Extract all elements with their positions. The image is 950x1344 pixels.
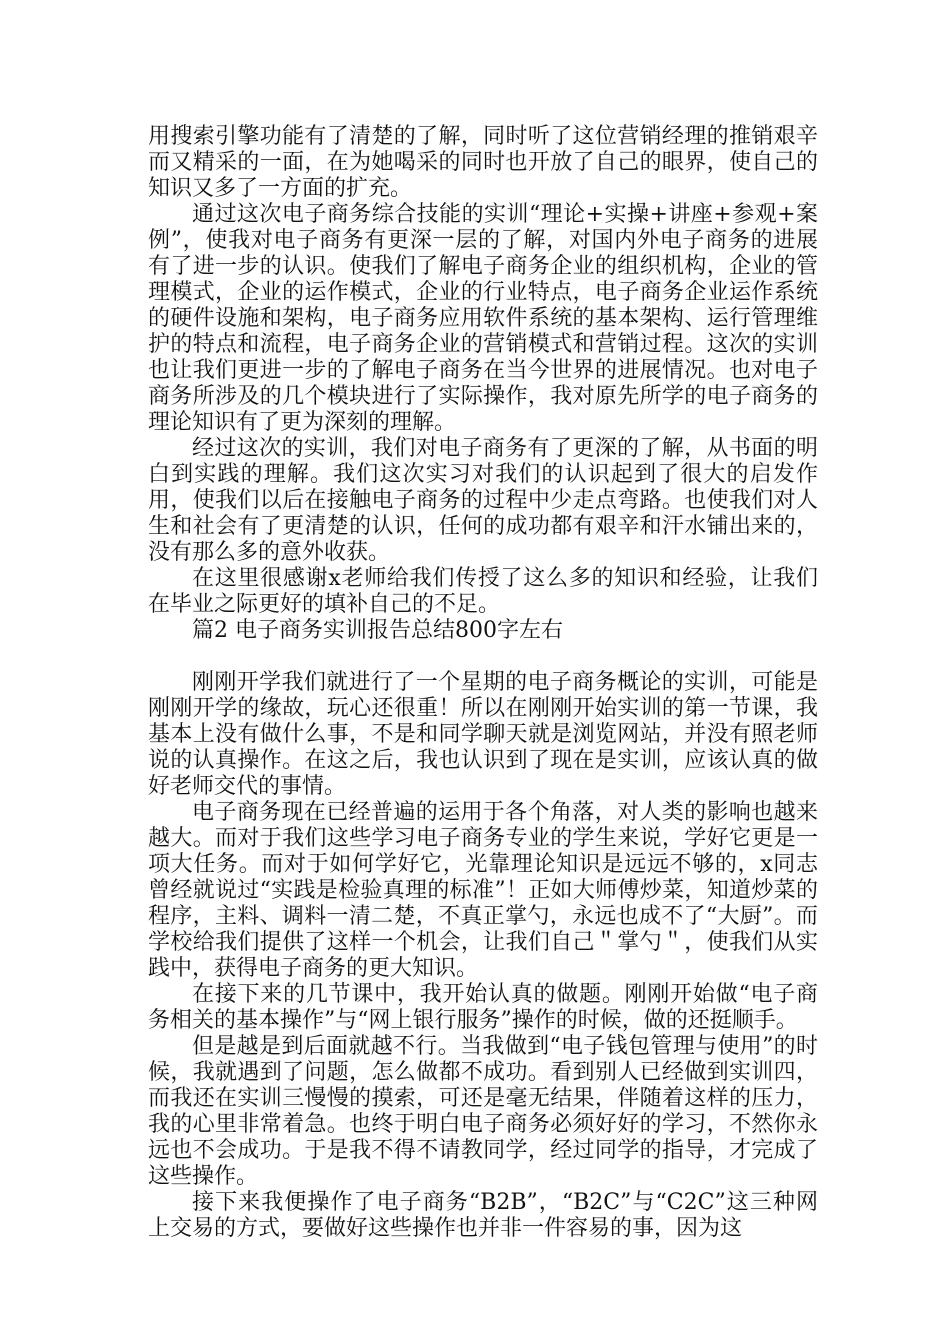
paragraph: 经过这次的实训，我们对电子商务有了更深的了解，从书面的明白到实践的理解。我们这次实习对我们的认识起到了很大的启发作用，使我们以后在接触电子商务的过程中少走点弯路。也使我们对人生和社会有了更清楚的认识，任何的成功都有艰辛和汗水铺出来的，没有那么多的意外收获。 — [148, 436, 818, 565]
paragraph: 刚刚开学我们就进行了一个星期的电子商务概论的实训，可能是刚刚开学的缘故，玩心还很重！所以在刚刚开始实训的第一节课，我基本上没有做什么事，不是和同学聊天就是浏览网站，并没有照老师说的认真操作。在这之后，我也认识到了现在是实训，应该认真的做好老师交代的事情。 — [148, 670, 818, 799]
paragraph: 接下来我便操作了电子商务“B2B”，“B2C”与“C2C”这三种网上交易的方式，要做好这些操作也并非一件容易的事，因为这 — [148, 1190, 818, 1241]
document-body — [148, 124, 818, 1242]
paragraph: 但是越是到后面就越不行。当我做到“电子钱包管理与使用”的时候，我就遇到了问题，怎么做都不成功。看到别人已经做到实训四，而我还在实训三慢慢的摸索，可还是毫无结果，伴随着这样的压力，我的心里非常着急。也终于明白电子商务必须好好的学习，不然你永远也不会成功。于是我不得不请教同学，经过同学的指导，才完成了这些操作。 — [148, 1034, 818, 1189]
paragraph: 在接下来的几节课中，我开始认真的做题。刚刚开始做“电子商务相关的基本操作”与“网上银行服务”操作的时候，做的还挺顺手。 — [148, 982, 818, 1033]
paragraph: 通过这次电子商务综合技能的实训“理论+实操+讲座+参观+案例”，使我对电子商务有更深一层的了解，对国内外电子商务的进展有了进一步的认识。使我们了解电子商务企业的组织机构，企业的管理模式，企业的运作模式，企业的行业特点，电子商务企业运作系统的硬件设施和架构，电子商务应用软件系统的基本架构、运行管理维护的特点和流程，电子商务企业的营销模式和营销过程。这次的实训也让我们更进一步的了解电子商务在当今世界的进展情况。也对电子商务所涉及的几个模块进行了实际操作，我对原先所学的电子商务的理论知识有了更为深刻的理解。 — [148, 202, 818, 435]
paragraph: 电子商务现在已经普遍的运用于各个角落，对人类的影响也越来越大。而对于我们这些学习电子商务专业的学生来说，学好它更是一项大任务。而对于如何学好它，光靠理论知识是远远不够的，x同志曾经就说过“实践是检验真理的标准”！正如大师傅炒菜，知道炒菜的程序，主料、调料一清二楚，不真正掌勺，永远也成不了“大厨”。而学校给我们提供了这样一个机会，让我们自己＂掌勺＂，使我们从实践中，获得电子商务的更大知识。 — [148, 800, 818, 981]
paragraph-continued: 用搜索引擎功能有了清楚的了解，同时听了这位营销经理的推销艰辛而又精采的一面，在为她喝采的同时也开放了自己的眼界，使自己的知识又多了一方面的扩充。 — [148, 124, 818, 201]
paragraph: 在这里很感谢x老师给我们传授了这么多的知识和经验，让我们在毕业之际更好的填补自己的不足。 — [148, 566, 818, 617]
section-heading: 篇2 电子商务实训报告总结800字左右 — [192, 618, 563, 643]
blank-line — [148, 644, 818, 670]
